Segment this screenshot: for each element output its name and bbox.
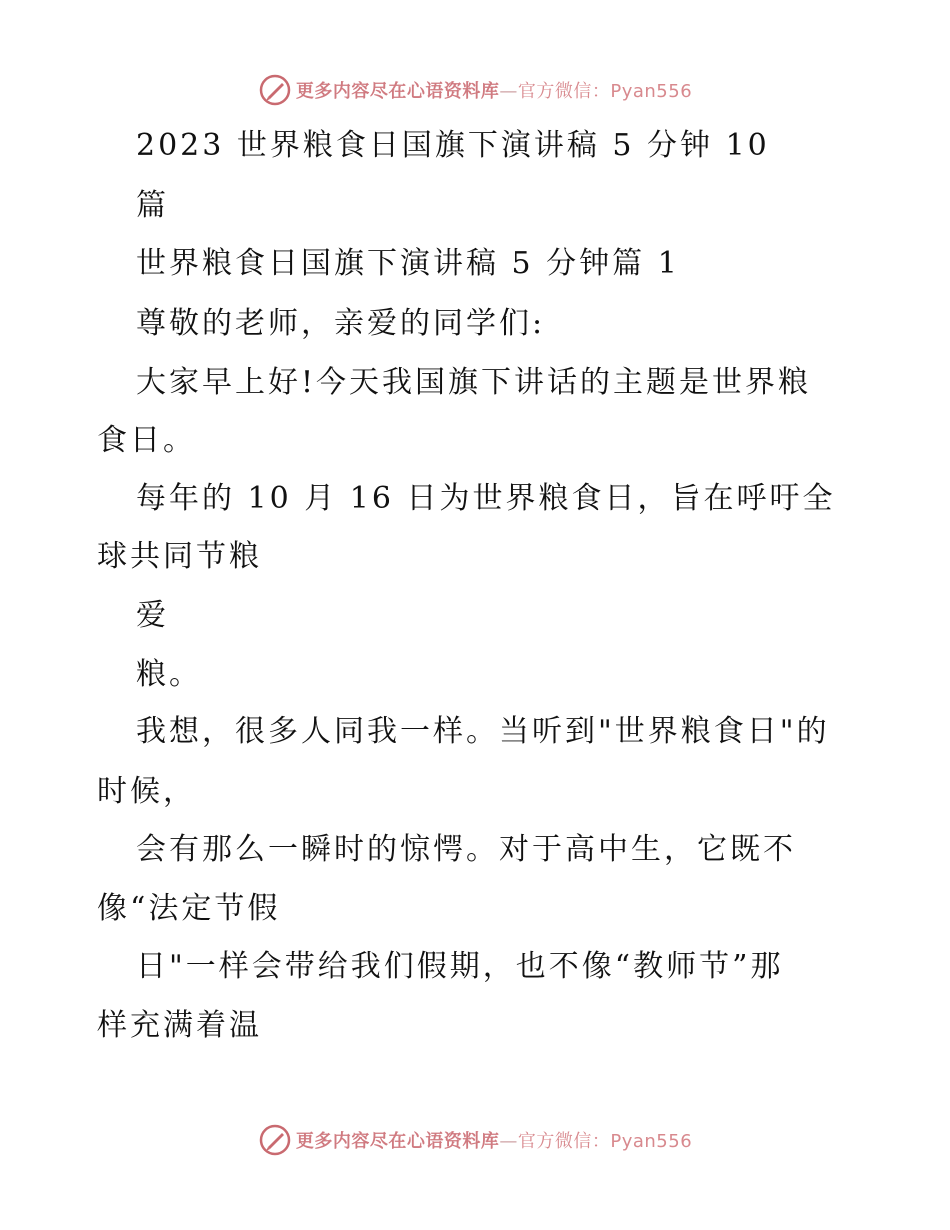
watermark-wechat: 官方微信：Pyan556	[517, 81, 693, 102]
paragraph-line: 时候，	[97, 774, 196, 809]
paragraph-line: 粮。	[136, 657, 202, 692]
section-heading: 世界粮食日国旗下演讲稿 5 分钟篇 1	[136, 246, 680, 281]
paragraph-line: 我想，很多人同我一样。当听到"世界粮食日"的	[136, 714, 830, 749]
watermark-separator: —	[499, 1131, 518, 1152]
paragraph-line: 像“法定节假	[97, 891, 281, 926]
paragraph-line: 会有那么一瞬时的惊愕。对于高中生，它既不	[136, 832, 796, 867]
paragraph-line: 每年的 10 月 16 日为世界粮食日，旨在呼吁全	[136, 481, 836, 516]
paragraph-line: 食日。	[97, 423, 196, 458]
paragraph-line: 球共同节粮	[97, 539, 262, 574]
watermark-text	[296, 1127, 692, 1153]
paragraph-line: 日"一样会带给我们假期，也不像“教师节”那	[136, 949, 784, 984]
doc-title-line-1: 2023 世界粮食日国旗下演讲稿 5 分钟 10	[136, 128, 770, 163]
footer-watermark	[0, 1120, 950, 1160]
watermark-wechat: 官方微信：Pyan556	[517, 1131, 693, 1152]
doc-title-line-2: 篇	[136, 188, 169, 223]
paragraph-line: 爱	[136, 598, 169, 633]
watermark-text	[296, 77, 692, 103]
paragraph-line: 大家早上好!今天我国旗下讲话的主题是世界粮	[136, 365, 812, 400]
paragraph-line: 尊敬的老师，亲爱的同学们:	[136, 306, 546, 341]
watermark-main: 更多内容尽在心语资料库	[295, 1131, 500, 1152]
paragraph-line: 样充满着温	[97, 1008, 262, 1043]
watermark-separator: —	[499, 81, 518, 102]
pen-logo-icon	[258, 73, 292, 107]
watermark-main: 更多内容尽在心语资料库	[295, 81, 500, 102]
header-watermark	[0, 70, 950, 110]
pen-logo-icon	[258, 1123, 292, 1157]
